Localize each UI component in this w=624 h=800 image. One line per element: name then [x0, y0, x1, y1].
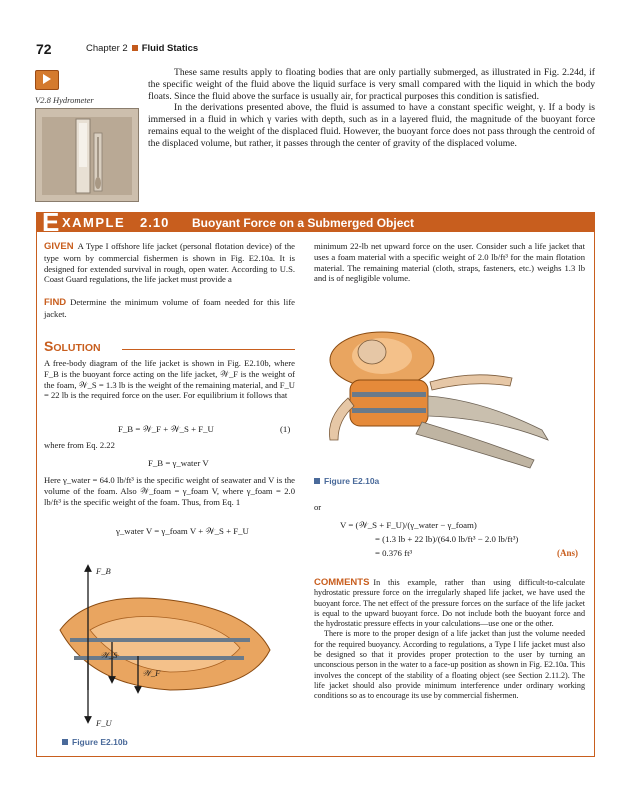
fu-label: F_U — [96, 718, 112, 728]
equation-2: F_B = γ_water V — [148, 458, 209, 468]
life-jacket-person — [329, 332, 548, 468]
example-number: 2.10 — [140, 215, 170, 230]
equation-1-number: (1) — [280, 424, 291, 434]
equation-4-line-1: V = (𝒲_S + F_U)/(γ_water − γ_foam) — [340, 520, 477, 530]
equation-3: γ_water V = γ_foam V + 𝒲_S + F_U — [116, 526, 249, 536]
solution-word: OLUTION — [53, 342, 101, 354]
comments-label: COMMENTS — [314, 577, 370, 588]
equation-1: F_B = 𝒲_F + 𝒲_S + F_U — [118, 424, 214, 434]
equation-4-line-3: = 0.376 ft³ — [375, 548, 413, 558]
given-continued: minimum 22-lb net upward force on the user. Consider such a life jacket that uses a foam material with a specific weight of 2.0 lb/ft³ for the main flotation material. The remaining material (cloth, straps, fasteners, etc.) weighs 1.3 lb and is of negligible volume. — [314, 241, 585, 284]
given-block — [44, 241, 295, 285]
intro-paragraph-2: In the derivations presented above, the fluid is assumed to have a constant specific weight, γ. If a body is immersed in a fluid in which γ varies with depth, such as in a layered fluid, the magnitude of the buoyant force remains equal to the weight of the displaced fluid. However, the buoyant force does not pass through the centroid of the displaced volume, but rather, it passes through the center of gravity of the displaced volume. — [148, 102, 595, 149]
video-play-button[interactable] — [35, 70, 59, 90]
given-label: GIVEN — [44, 241, 74, 252]
intro-text — [148, 67, 595, 150]
figure-e2-10a-label: Figure E2.10a — [324, 476, 380, 486]
page-number: 72 — [36, 41, 52, 57]
given-text: A Type I offshore life jacket (personal flotation device) of the type worn by commercial fishermen is shown in Fig. E2.10a. It is designed for extended survival in rough, open water. According to U.S. Coast Guard regulations, the life jacket must provide a — [44, 241, 295, 285]
intro-paragraph-1: These same results apply to floating bodies that are only partially submerged, as illustrated in Fig. 2.24d, if the specific weight of the fluid above the liquid surface is very small compared with the liquid in which the body floats. Since the fluid above the surface is usually air, for practical purposes this condition is satisfied. — [148, 67, 595, 102]
life-jacket-shape — [60, 598, 270, 690]
play-icon — [42, 73, 52, 85]
square-bullet-icon — [132, 45, 138, 51]
solution-initial: S — [44, 338, 54, 354]
chapter-title: Fluid Statics — [141, 43, 199, 54]
solution-paragraph-2: where from Eq. 2.22 — [44, 440, 115, 450]
equation-4-line-2: = (1.3 lb + 22 lb)/(64.0 lb/ft³ − 2.0 lb/ft³) — [375, 534, 519, 544]
hydrometer-image — [36, 109, 138, 201]
figure-e2-10a-illustration — [312, 300, 592, 472]
comments-block — [314, 578, 585, 702]
figure-e2-10a-caption — [314, 476, 379, 486]
wf-label: 𝒲_F — [142, 668, 161, 678]
solution-paragraph-3: Here γ_water = 64.0 lb/ft³ is the specific weight of seawater and V is the volume of the foam. Also 𝒲_foam = γ_foam V, where γ_foam = 2.0 lb/ft³ is the specific weight of the foam. Thus, from Eq. 1 — [44, 475, 295, 507]
chapter-label: Chapter 2 — [86, 43, 128, 54]
square-bullet-icon — [62, 739, 68, 745]
figure-e2-10b-label: Figure E2.10b — [72, 737, 128, 747]
example-initial: E — [42, 207, 60, 237]
find-block — [44, 297, 295, 320]
solution-heading — [44, 338, 101, 354]
figure-e2-10b-caption — [62, 737, 128, 747]
solution-rule — [122, 349, 295, 350]
running-header — [86, 43, 198, 54]
hydrometer-thumbnail[interactable] — [35, 108, 139, 202]
answer-marker: (Ans) — [557, 548, 579, 558]
example-title: Buoyant Force on a Submerged Object — [192, 216, 415, 230]
solution-paragraph-1: A free-body diagram of the life jacket is shown in Fig. E2.10b, where F_B is the buoyant force acting on the life jacket, 𝒲_F is the weight of the foam, 𝒲_S = 1.3 lb is the weight of the remaining material, and F_U = 22 lb is the required force on the user. For equilibrium it follows that — [44, 358, 295, 401]
find-text: Determine the minimum volume of foam needed for this life jacket. — [44, 297, 295, 319]
square-bullet-icon — [314, 478, 320, 484]
example-word: XAMPLE — [62, 215, 126, 230]
or-text: or — [314, 502, 322, 512]
find-label: FIND — [44, 297, 67, 308]
video-label: V2.8 Hydrometer — [35, 95, 94, 105]
ws-label: 𝒲_S — [100, 650, 118, 660]
fb-label: F_B — [96, 566, 111, 576]
comments-paragraph-2: There is more to the proper design of a life jacket than just the volume needed for the required buoyancy. According to regulations, a Type I life jacket must also be designed so that it provides proper protection to the user by turning an unconscious person in the water to a face-up position as shown in Fig. E2.10a. This involves the concept of the stability of a floating object (see Section 2.11.2). The life jacket should also provide minimum interference under ordinary working conditions so as to encourage its use by commercial fishermen. — [314, 629, 585, 701]
figure-e2-10b-diagram — [50, 560, 290, 730]
comments-paragraph-1: In this example, rather than using difficult-to-calculate hydrostatic pressure force on the irregularly shaped life jacket, we have used the buoyant force. The net effect of the pressure forces on the surface of the life jacket is equal to the upward buoyant force. Do not include both the buoyant force and the hydrostatic pressure effects in your calculations—use one or the other. — [314, 578, 585, 629]
